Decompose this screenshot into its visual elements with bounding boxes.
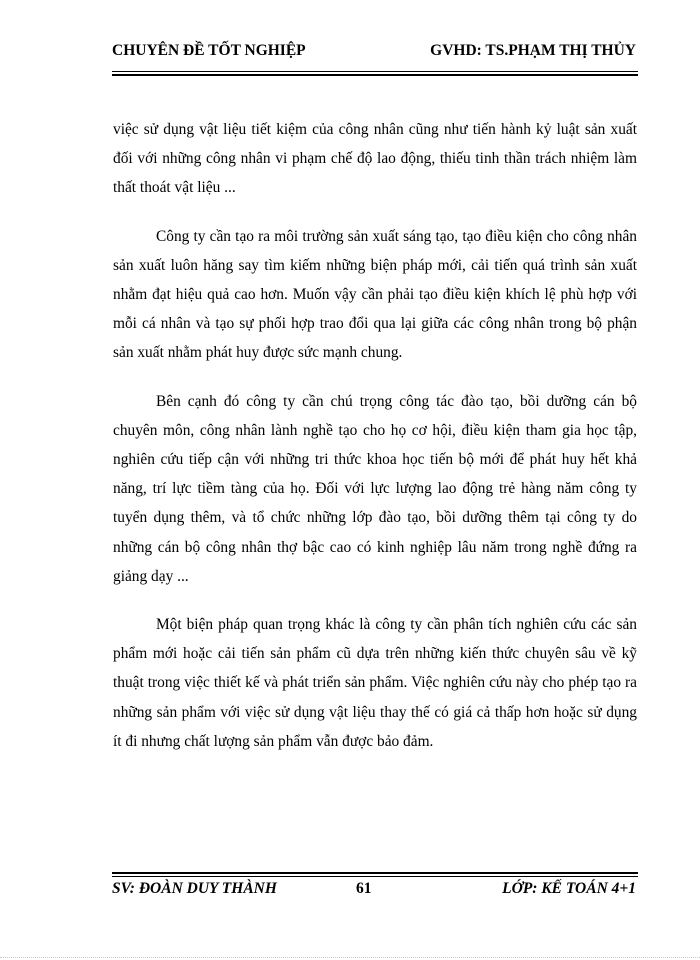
- footer-student: SV: ĐOÀN DUY THÀNH: [112, 880, 277, 897]
- page-edge-divider: [0, 957, 700, 958]
- footer-class: LỚP: KẾ TOÁN 4+1: [502, 880, 636, 897]
- header-title: CHUYÊN ĐỀ TỐT NGHIỆP: [112, 42, 306, 59]
- header-rule-thick: [112, 74, 638, 76]
- paragraph-4: Một biện pháp quan trọng khác là công ty cần phân tích nghiên cứu các sản phẩm mới hoặc cải tiến sản phẩm cũ dựa trên những kiến thức chuyên sâu về kỹ thuật trong việc thiết kế và phát triển sản phẩm. Việc nghiên cứu này cho phép tạo ra những sản phẩm với việc sử dụng vật liệu thay thế có giá cả thấp hơn hoặc sử dụng ít đi nhưng chất lượng sản phẩm vẫn được bảo đảm.: [113, 616, 637, 750]
- document-body: [113, 115, 637, 775]
- page-number: 61: [356, 880, 372, 897]
- header-supervisor: GVHD: TS.PHẠM THỊ THỦY: [430, 42, 636, 59]
- footer-rule-thick: [112, 872, 638, 874]
- header-rule-thin: [112, 71, 638, 72]
- page-footer: [112, 880, 638, 902]
- paragraph-2: Công ty cần tạo ra môi trường sản xuất sáng tạo, tạo điều kiện cho công nhân sản xuất luôn hăng say tìm kiếm những biện pháp mới, cải tiến quá trình sản xuất nhằm đạt hiệu quả cao hơn. Muốn vậy cần phải tạo điều kiện khích lệ phù hợp với mỗi cá nhân và tạo sự phối hợp trao đổi qua lại giữa các công nhân trong bộ phận sản xuất nhằm phát huy được sức mạnh chung.: [113, 227, 637, 362]
- footer-rule-thin: [112, 876, 638, 877]
- paragraph-3: Bên cạnh đó công ty cần chú trọng công tác đào tạo, bồi dưỡng cán bộ chuyên môn, công nhân lành nghề tạo cho họ cơ hội, điều kiện tham gia học tập, nghiên cứu tiếp cận với những tri thức khoa học tiến bộ mới để phát huy hết khả năng, trí lực tiềm tàng của họ. Đối với lực lượng lao động trẻ hàng năm công ty tuyển dụng thêm, và tổ chức những lớp đào tạo, bồi dưỡng thêm tại công ty do những cán bộ công nhân thợ bậc cao có kinh nghiệp lâu năm trong nghề đứng ra giảng dạy ...: [113, 392, 637, 585]
- page-header: [112, 42, 638, 64]
- paragraph-1: việc sử dụng vật liệu tiết kiệm của công nhân cũng như tiến hành kỷ luật sản xuất đối với những công nhân vi phạm chế độ lao động, thiếu tinh thần trách nhiệm làm thất thoát vật liệu ...: [113, 121, 637, 197]
